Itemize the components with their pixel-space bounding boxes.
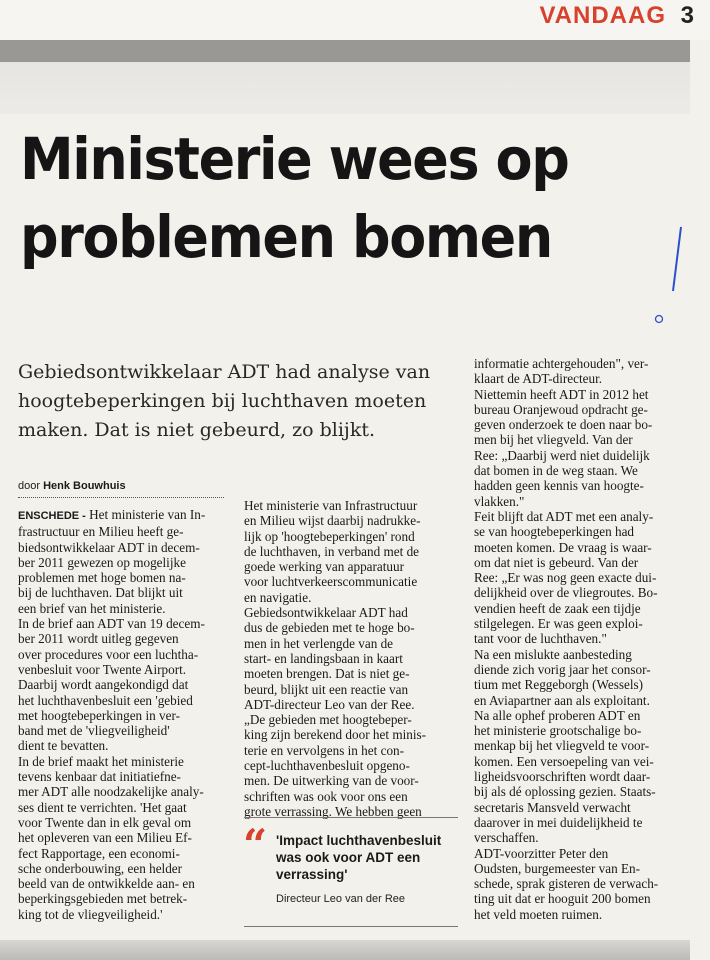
column-line: met hoogtebeperkingen in ver- xyxy=(18,707,180,723)
column-line: sche onderbouwing, een helder xyxy=(18,860,183,876)
column-line: over procedures voor een luchtha- xyxy=(18,646,199,662)
column-line: geven onderzoek te doen naar bo- xyxy=(474,417,653,433)
column-line: biedsontwikkelaar ADT in decem- xyxy=(18,539,200,555)
column-line: men bij het vliegveld. Van der xyxy=(474,432,633,448)
column-line: Niettemin heeft ADT in 2012 het xyxy=(474,386,649,402)
quote-icon: “ xyxy=(243,820,268,869)
column-line: dient te bevatten. xyxy=(18,738,109,754)
intro-line: maken. Dat is niet gebeurd, zo blijkt. xyxy=(18,419,376,441)
column-line: dat bomen in de weg staan. We xyxy=(474,463,638,479)
column-line: het ministerie grootschalige bo- xyxy=(474,723,642,739)
pullquote-line: 'Impact luchthavenbesluit xyxy=(276,833,442,848)
column-line: Ree: „Daarbij werd niet duidelijk xyxy=(474,447,650,463)
column-line xyxy=(18,507,228,524)
column-line: king zijn berekend door het minis- xyxy=(244,727,427,743)
column-line: delijkheid over de vliegroutes. Bo- xyxy=(474,585,658,601)
column-line: een brief van het ministerie. xyxy=(18,600,166,616)
page-header xyxy=(0,0,710,40)
column-line: tevens kenbaar dat initiatiefne- xyxy=(18,769,181,785)
headline-line-2: problemen bomen xyxy=(20,203,552,271)
pullquote-rule-bottom xyxy=(244,926,458,927)
column-line: om dat niet is gebeurd. Van der xyxy=(474,554,639,570)
column-line: se van hoogtebeperkingen had xyxy=(474,524,635,540)
column-line: goede werking van apparatuur xyxy=(244,559,405,575)
column-line: cept-luchthavenbesluit opgeno- xyxy=(244,758,410,774)
column-line: fect Rapportage, een economi- xyxy=(18,845,180,861)
article-column-2 xyxy=(244,498,458,819)
column-line: Oudsten, burgemeester van En- xyxy=(474,860,641,876)
column-line: „De gebieden met hoogtebeper- xyxy=(244,712,412,728)
column-line: beurd, blijkt uit een reactie van xyxy=(244,681,409,697)
column-line: vendien heeft de zaak een tijdje xyxy=(474,600,641,616)
column-line: bij als dé oplossing gezien. Staats- xyxy=(474,784,656,800)
column-line: ADT-directeur Leo van der Ree. xyxy=(244,696,415,712)
column-line: voor Twente dan in elk geval om xyxy=(18,814,192,830)
column-line: king tot de vliegveiligheid.' xyxy=(18,906,163,922)
column-line: het opleveren van een Milieu Ef- xyxy=(18,830,192,846)
bottom-strip xyxy=(0,940,690,960)
column-line: tant voor de luchthaven." xyxy=(474,631,607,647)
byline-prefix: door xyxy=(18,480,41,492)
column-line: ber 2011 gewezen op mogelijke xyxy=(18,554,186,570)
column-line: voor luchtverkeerscommunicatie xyxy=(244,574,418,590)
column-line: grote verrassing. We hebben geen xyxy=(244,803,422,819)
column-line: tium met Reggeborgh (Wessels) xyxy=(474,677,644,693)
pullquote-rule-top xyxy=(244,817,458,818)
column-line: ligheidsvoorschriften wordt daar- xyxy=(474,769,651,785)
column-line-text: Het ministerie van In- xyxy=(85,507,206,522)
column-line: bureau Oranjewoud opdracht ge- xyxy=(474,401,648,417)
section-title: VANDAAG xyxy=(539,2,666,29)
column-line: Het ministerie van Infrastructuur xyxy=(244,498,418,513)
column-line: stilgelegen. Er was geen exploi- xyxy=(474,616,643,632)
intro-line: hoogtebeperkingen bij luchthaven moeten xyxy=(18,390,427,412)
column-line: ses dient te verrichten. 'Het gaat xyxy=(18,799,187,815)
column-line: band met de 'vliegveiligheid' xyxy=(18,723,170,739)
pullquote-line: verrassing' xyxy=(276,867,348,882)
column-line: lijk op 'hoogtebeperkingen' rond xyxy=(244,528,415,544)
column-line: moeten komen. De vraag is waar- xyxy=(474,539,652,555)
intro-paragraph xyxy=(18,358,458,445)
headline xyxy=(20,120,652,276)
column-line: menkap bij het vliegveld te voor- xyxy=(474,738,650,754)
pen-stroke-mark xyxy=(670,225,684,293)
column-line: verschaffen. xyxy=(474,830,539,846)
intro-line: Gebiedsontwikkelaar ADT had analyse van xyxy=(18,361,431,383)
column-line: ber 2011 wordt uitleg gegeven xyxy=(18,631,179,647)
column-line: ting uit dat er hooguit 200 bomen xyxy=(474,891,651,907)
dateline: ENSCHEDE - xyxy=(18,510,86,522)
column-line: start- en landingsbaan in kaart xyxy=(244,650,403,666)
column-line: venbesluit voor Twente Airport. xyxy=(18,661,187,677)
column-line: informatie achtergehouden", ver- xyxy=(474,356,649,371)
column-line: Gebiedsontwikkelaar ADT had xyxy=(244,605,408,621)
column-line: terie en vervolgens in het con- xyxy=(244,742,405,758)
column-line: secretaris Mansveld verwacht xyxy=(474,799,631,815)
column-line: frastructuur en Milieu heeft ge- xyxy=(18,524,184,540)
pullquote-line: was ook voor ADT een xyxy=(276,850,421,865)
column-line: Ree: „Er was nog geen exacte dui- xyxy=(474,570,657,586)
headline-line-1: Ministerie wees op xyxy=(20,125,569,193)
pen-circle-mark xyxy=(654,314,664,324)
column-line: vlakken." xyxy=(474,493,525,509)
column-line: diende zich vorig jaar het consor- xyxy=(474,661,651,677)
byline xyxy=(18,480,126,492)
column-line: en Milieu wijst daarbij nadrukke- xyxy=(244,513,421,529)
column-line: beperkingsgebieden met betrek- xyxy=(18,891,188,907)
column-line: schede, sprak gisteren de verwach- xyxy=(474,876,659,892)
column-line: In de brief aan ADT van 19 decem- xyxy=(18,616,205,632)
column-line: moeten brengen. Dat is niet ge- xyxy=(244,666,410,682)
column-line: Feit blijft dat ADT met een analy- xyxy=(474,508,654,524)
page-number: 3 xyxy=(680,2,694,29)
dotted-divider xyxy=(18,497,224,498)
column-line: en Aviapartner aan als exploitant. xyxy=(474,692,650,708)
column-line: Na een mislukte aanbesteding xyxy=(474,646,632,662)
byline-author: Henk Bouwhuis xyxy=(43,480,126,492)
column-line: ADT-voorzitter Peter den xyxy=(474,845,609,861)
pullquote xyxy=(276,832,456,883)
column-line: Na alle ophef proberen ADT en xyxy=(474,707,641,723)
pullquote-author: Directeur Leo van der Ree xyxy=(276,893,406,905)
column-line: beeld van de ontwikkelde aan- en xyxy=(18,876,195,892)
column-line: het veld moeten ruimen. xyxy=(474,906,603,922)
column-line: Daarbij wordt aangekondigd dat xyxy=(18,677,189,693)
column-line: men in het verlengde van de xyxy=(244,635,394,651)
column-line: daarover in mei duidelijkheid te xyxy=(474,814,643,830)
column-line: schriften was ook voor ons een xyxy=(244,788,408,804)
column-line: komen. Een versoepeling van vei- xyxy=(474,753,654,769)
column-line: mer ADT alle noodzakelijke analy- xyxy=(18,784,204,800)
grey-band xyxy=(0,40,690,62)
article-column-1 xyxy=(18,507,228,922)
column-line: bij de luchthaven. Dat blijkt uit xyxy=(18,585,183,601)
column-line: men. De uitwerking van de voor- xyxy=(244,773,419,789)
column-line: problemen met hoge bomen na- xyxy=(18,570,186,586)
column-line: dus de gebieden met te hoge bo- xyxy=(244,620,415,636)
column-line: en navigatie. xyxy=(244,589,312,605)
column-line: klaart de ADT-directeur. xyxy=(474,371,603,387)
bleed-through-area xyxy=(0,62,690,114)
column-line: het luchthavenbesluit een 'gebied xyxy=(18,692,193,708)
column-line: hadden geen kennis van hoogte- xyxy=(474,478,644,494)
column-line: de luchthaven, in verband met de xyxy=(244,543,420,559)
article-column-3 xyxy=(474,356,684,922)
column-line: In de brief maakt het ministerie xyxy=(18,753,184,769)
